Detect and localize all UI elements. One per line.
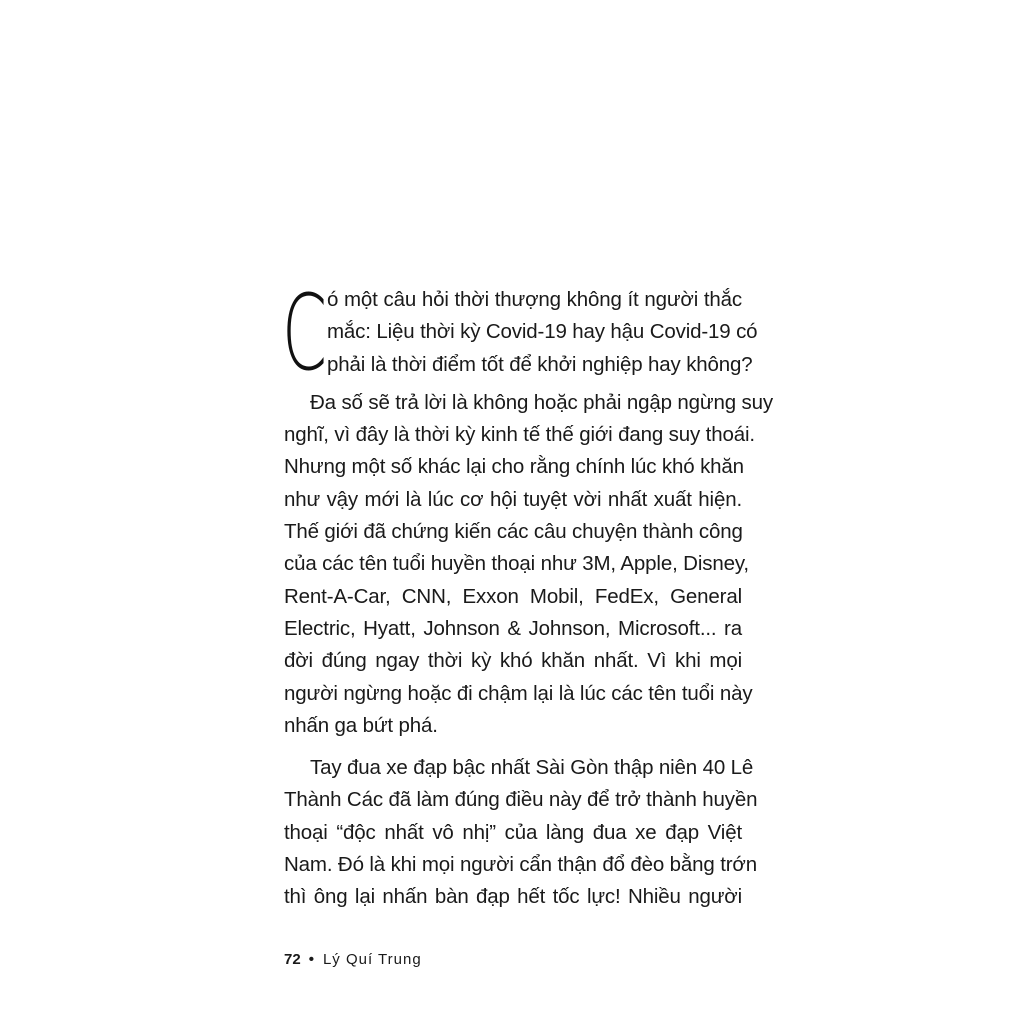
paragraph-1 — [282, 272, 758, 394]
text-line: Electric, Hyatt, Johnson & Johnson, Microsoft... ra — [284, 616, 742, 640]
text-line: đời đúng ngay thời kỳ khó khăn nhất. Vì khi mọi — [284, 649, 742, 673]
page-footer — [284, 950, 422, 970]
text-line: thì ông lại nhấn bàn đạp hết tốc lực! Nhiều người — [284, 885, 742, 909]
text-line: Đa số sẽ trả lời là không hoặc phải ngập ngừng suy — [310, 390, 773, 414]
text-line: Rent-A-Car, CNN, Exxon Mobil, FedEx, General — [284, 584, 742, 608]
text-line: mắc: Liệu thời kỳ Covid-19 hay hậu Covid-19 có — [327, 320, 758, 344]
text-line: Tay đua xe đạp bậc nhất Sài Gòn thập niên 40 Lê — [310, 756, 754, 780]
text-line: như vậy mới là lúc cơ hội tuyệt vời nhất xuất hiện. — [284, 487, 742, 511]
text-line: nhấn ga bứt phá. — [284, 713, 438, 737]
text-line: phải là thời điểm tốt để khởi nghiệp hay không? — [327, 352, 753, 376]
paragraph-3 — [284, 752, 758, 913]
body-text — [282, 272, 773, 914]
text-line: ó một câu hỏi thời thượng không ít người thắc — [327, 288, 742, 311]
text-line: Thế giới đã chứng kiến các câu chuyện thành công — [284, 520, 743, 544]
page-number: 72 — [284, 951, 301, 968]
text-line: Nhưng một số khác lại cho rằng chính lúc khó khăn — [284, 455, 744, 479]
text-line: Thành Các đã làm đúng điều này để trở thành huyền — [284, 788, 758, 812]
drop-cap: C — [282, 272, 328, 394]
footer-separator: • — [308, 951, 315, 968]
paragraph-2 — [284, 387, 773, 742]
text-line: Nam. Đó là khi mọi người cẩn thận đổ đèo bằng trớn — [284, 853, 757, 877]
text-line: thoại “độc nhất vô nhị” của làng đua xe đạp Việt — [284, 820, 742, 844]
text-line: nghĩ, vì đây là thời kỳ kinh tế thế giới đang suy thoái. — [284, 423, 755, 447]
text-line: người ngừng hoặc đi chậm lại là lúc các tên tuổi này — [284, 681, 753, 705]
text-line: của các tên tuổi huyền thoại như 3M, Apple, Disney, — [284, 552, 749, 576]
author-name: Lý Quí Trung — [322, 951, 422, 968]
